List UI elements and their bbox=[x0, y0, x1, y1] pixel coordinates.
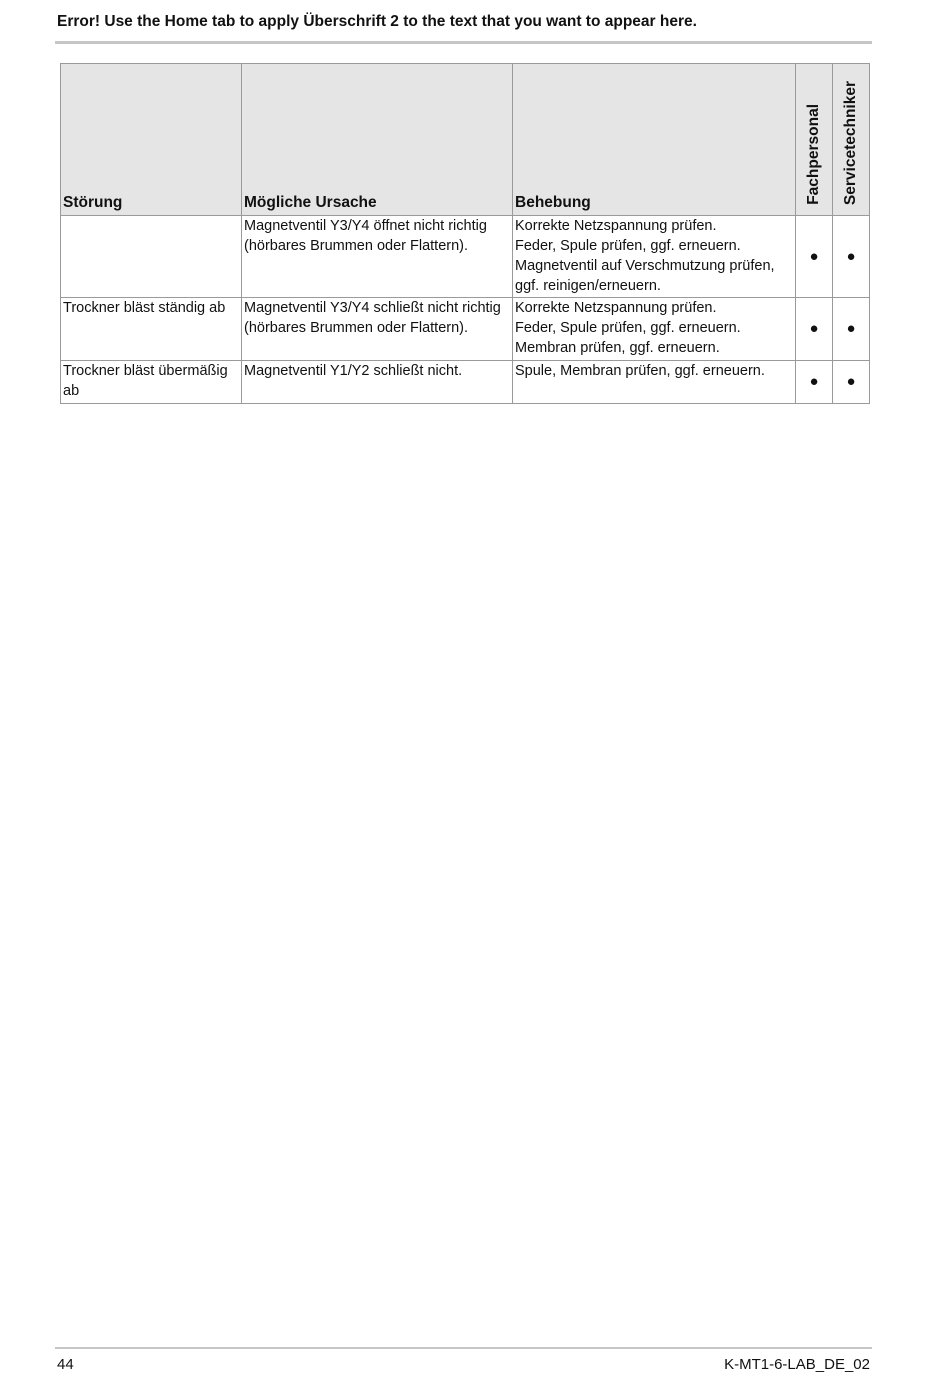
document-code: K-MT1-6-LAB_DE_02 bbox=[724, 1356, 870, 1373]
cell-stoerung: Trockner bläst übermäßig ab bbox=[61, 361, 242, 404]
column-header-servicetechniker bbox=[833, 64, 870, 216]
column-header-fachpersonal bbox=[796, 64, 833, 216]
table-header-row bbox=[61, 64, 870, 216]
table-row bbox=[61, 216, 870, 298]
column-header-ursache: Mögliche Ursache bbox=[242, 64, 513, 216]
cell-behebung: Korrekte Netzspannung prüfen. Feder, Spule prüfen, ggf. erneuern. Magnetventil auf Verschmutzung prüfen, ggf. reinigen/erneuern. bbox=[513, 216, 796, 298]
table-row bbox=[61, 361, 870, 404]
cell-ursache: Magnetventil Y3/Y4 öffnet nicht richtig (hörbares Brummen oder Flattern). bbox=[242, 216, 513, 298]
cell-fachpersonal-dot: ● bbox=[796, 298, 833, 361]
cell-stoerung bbox=[61, 216, 242, 298]
page-header: Error! Use the Home tab to apply Überschrift 2 to the text that you want to appear here. bbox=[57, 13, 697, 30]
column-header-behebung: Behebung bbox=[513, 64, 796, 216]
column-header-stoerung: Störung bbox=[61, 64, 242, 216]
footer-divider bbox=[55, 1347, 872, 1349]
cell-ursache: Magnetventil Y1/Y2 schließt nicht. bbox=[242, 361, 513, 404]
header-divider bbox=[55, 41, 872, 44]
cell-servicetechniker-dot: ● bbox=[833, 216, 870, 298]
cell-stoerung: Trockner bläst ständig ab bbox=[61, 298, 242, 361]
cell-servicetechniker-dot: ● bbox=[833, 298, 870, 361]
cell-fachpersonal-dot: ● bbox=[796, 216, 833, 298]
table-row bbox=[61, 298, 870, 361]
cell-behebung: Spule, Membran prüfen, ggf. erneuern. bbox=[513, 361, 796, 404]
fault-table bbox=[60, 63, 870, 404]
cell-ursache: Magnetventil Y3/Y4 schließt nicht richtig (hörbares Brummen oder Flattern). bbox=[242, 298, 513, 361]
cell-servicetechniker-dot: ● bbox=[833, 361, 870, 404]
servicetechniker-label: Servicetechniker bbox=[842, 80, 859, 205]
cell-behebung: Korrekte Netzspannung prüfen. Feder, Spule prüfen, ggf. erneuern. Membran prüfen, ggf. erneuern. bbox=[513, 298, 796, 361]
fachpersonal-label: Fachpersonal bbox=[805, 104, 822, 205]
page-number: 44 bbox=[57, 1356, 74, 1373]
cell-fachpersonal-dot: ● bbox=[796, 361, 833, 404]
